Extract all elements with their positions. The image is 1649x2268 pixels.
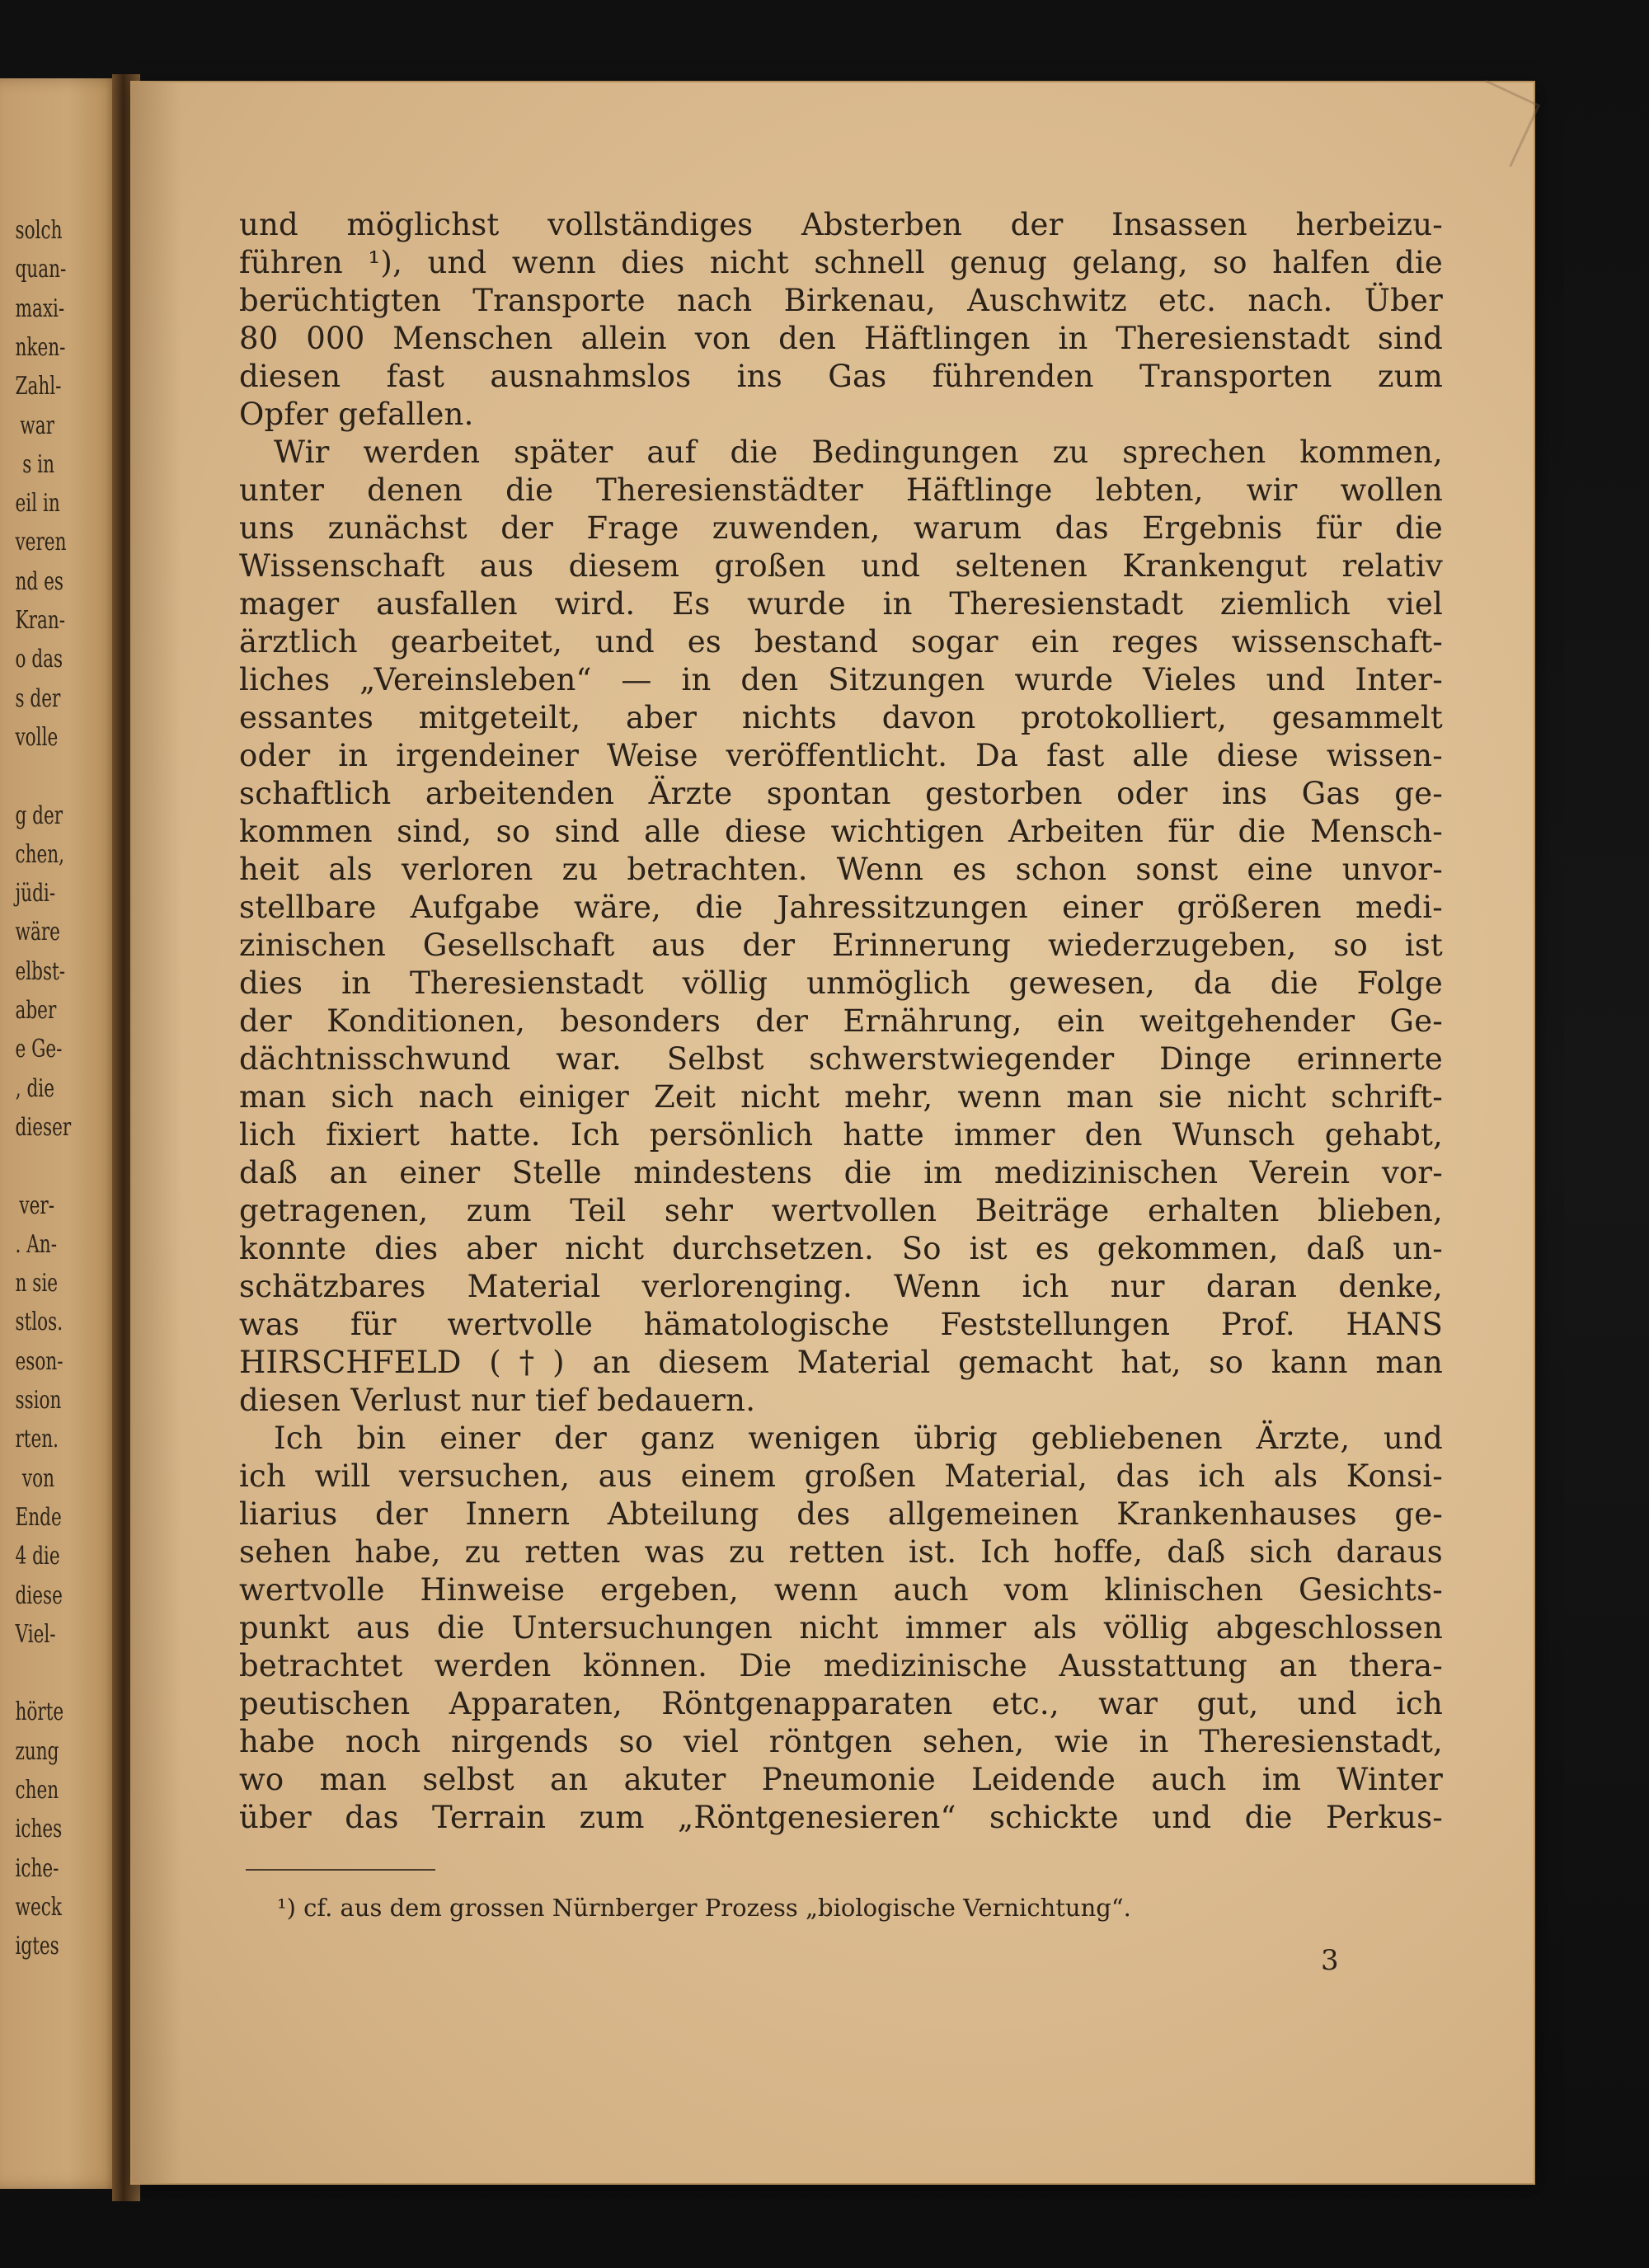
left-page-fragment: ver- xyxy=(19,1191,54,1220)
text-line: der Konditionen, besonders der Ernährung, ein weitgehender Ge- xyxy=(239,1003,1443,1039)
left-page-fragment: zung xyxy=(15,1737,59,1766)
text-line: daß an einer Stelle mindestens die im medizinischen Verein vor- xyxy=(239,1155,1443,1190)
text-line: konnte dies aber nicht durchsetzen. So ist es gekommen, daß un- xyxy=(239,1231,1443,1266)
left-page-fragment: nken- xyxy=(15,333,66,362)
left-page-fragment: Ende xyxy=(15,1503,62,1532)
left-page-fragment: elbst- xyxy=(15,957,66,986)
text-line: Wissenschaft aus diesem großen und seltenen Krankengut relativ xyxy=(239,548,1443,584)
text-line: liches „Vereinsleben“ — in den Sitzungen wurde Vieles und Inter- xyxy=(239,662,1443,697)
text-line: wertvolle Hinweise ergeben, wenn auch vom klinischen Gesichts- xyxy=(239,1572,1443,1608)
text-line: Opfer gefallen. xyxy=(239,397,474,432)
left-page-fragment: iche- xyxy=(15,1854,59,1883)
left-page-fragment: diese xyxy=(15,1581,63,1610)
page-number: 3 xyxy=(1321,1944,1339,1977)
left-page-fragment: n sie xyxy=(15,1269,59,1298)
text-line: führen ¹), und wenn dies nicht schnell genug gelang, so halfen die xyxy=(239,245,1443,280)
left-page-fragment: Viel- xyxy=(15,1620,56,1649)
left-page-fragment: von xyxy=(21,1464,55,1493)
left-page-fragment: ssion xyxy=(15,1386,62,1415)
left-page-fragment: e Ge- xyxy=(15,1035,63,1064)
left-page-fragment: jüdi- xyxy=(15,879,56,908)
left-page-fragment: . An- xyxy=(15,1230,58,1259)
text-line: ich will versuchen, aus einem großen Material, das ich als Konsi- xyxy=(239,1458,1443,1494)
text-line: Wir werden später auf die Bedingungen zu sprechen kommen, xyxy=(274,434,1443,470)
left-page-fragment: solch xyxy=(15,216,63,245)
text-line: 80 000 Menschen allein von den Häftlingen in Theresienstadt sind xyxy=(239,321,1443,356)
text-line: dies in Theresienstadt völlig unmöglich gewesen, da die Folge xyxy=(239,965,1443,1001)
left-page-fragment: g der xyxy=(15,801,63,830)
left-page-fragment: aber xyxy=(15,996,57,1025)
corner-fold xyxy=(1457,79,1540,167)
left-page-fragment: volle xyxy=(15,723,59,752)
text-line: schaftlich arbeitenden Ärzte spontan gestorben oder ins Gas ge- xyxy=(239,776,1443,811)
body-text xyxy=(239,206,1443,1837)
left-page-fragment: quan- xyxy=(15,255,67,284)
left-page-fragment: Zahl- xyxy=(15,372,62,401)
text-line: diesen fast ausnahmslos ins Gas führenden Transporten zum xyxy=(239,359,1443,394)
text-line: wo man selbst an akuter Pneumonie Leidende auch im Winter xyxy=(239,1762,1443,1797)
text-line: heit als verloren zu betrachten. Wenn es schon sonst eine unvor- xyxy=(239,852,1443,887)
text-line: oder in irgendeiner Weise veröffentlicht. Da fast alle diese wissen- xyxy=(239,738,1443,773)
left-page-fragment: , die xyxy=(15,1074,54,1103)
text-line: lich fixiert hatte. Ich persönlich hatte immer den Wunsch gehabt, xyxy=(239,1117,1443,1153)
left-page-fragment: rten. xyxy=(15,1425,59,1453)
left-page-fragment: war xyxy=(20,411,54,440)
text-line: sehen habe, zu retten was zu retten ist. Ich hoffe, daß sich daraus xyxy=(239,1534,1443,1570)
text-line: mager ausfallen wird. Es wurde in Theresienstadt ziemlich viel xyxy=(239,586,1443,622)
left-page-fragment: nd es xyxy=(15,567,63,596)
left-page-fragment: 4 die xyxy=(15,1542,60,1571)
left-page-fragment: veren xyxy=(15,528,67,556)
text-line: essantes mitgeteilt, aber nichts davon protokolliert, gesammelt xyxy=(239,700,1443,735)
text-line: habe noch nirgends so viel röntgen sehen, wie in Theresienstadt, xyxy=(239,1724,1443,1759)
left-page-text-fragments xyxy=(0,78,72,2189)
left-facing-page xyxy=(0,78,124,2189)
left-page-fragment: weck xyxy=(15,1893,62,1922)
footnote: ¹) cf. aus dem grossen Nürnberger Prozess „biologische Vernichtung“. xyxy=(277,1894,1131,1922)
left-page-fragment: o das xyxy=(15,645,63,674)
text-line: kommen sind, so sind alle diese wichtigen Arbeiten für die Mensch- xyxy=(239,814,1443,849)
text-line: stellbare Aufgabe wäre, die Jahressitzungen einer größeren medi- xyxy=(239,890,1443,925)
left-page-fragment: chen xyxy=(15,1776,59,1805)
left-page-fragment: wäre xyxy=(15,918,60,946)
left-page-fragment: eson- xyxy=(15,1347,63,1376)
text-line: uns zunächst der Frage zuwenden, warum das Ergebnis für die xyxy=(239,510,1443,546)
text-line: peutischen Apparaten, Röntgenapparaten etc., war gut, und ich xyxy=(239,1686,1443,1721)
text-line: HIRSCHFELD (†) an diesem Material gemacht hat, so kann man xyxy=(239,1345,1443,1380)
text-line: dächtnisschwund war. Selbst schwerstwiegender Dinge erinnerte xyxy=(239,1041,1443,1077)
left-page-fragment: stlos. xyxy=(15,1308,63,1336)
left-page-fragment: chen, xyxy=(15,840,65,869)
text-line: und möglichst vollständiges Absterben der Insassen herbeizu- xyxy=(239,207,1443,242)
text-line: berüchtigten Transporte nach Birkenau, Auschwitz etc. nach. Über xyxy=(239,283,1443,318)
text-line: schätzbares Material verlorenging. Wenn ich nur daran denke, xyxy=(239,1269,1443,1304)
text-line: liarius der Innern Abteilung des allgemeinen Krankenhauses ge- xyxy=(239,1496,1443,1532)
text-line: zinischen Gesellschaft aus der Erinnerung wiederzugeben, so ist xyxy=(239,927,1443,963)
text-line: was für wertvolle hämatologische Feststellungen Prof. HANS xyxy=(239,1307,1443,1342)
text-line: unter denen die Theresienstädter Häftlinge lebten, wir wollen xyxy=(239,472,1443,508)
text-line: getragenen, zum Teil sehr wertvollen Beiträge erhalten blieben, xyxy=(239,1193,1443,1228)
text-line: über das Terrain zum „Röntgenesieren“ schickte und die Perkus- xyxy=(239,1800,1443,1835)
text-line: diesen Verlust nur tief bedauern. xyxy=(239,1383,756,1418)
left-page-fragment: iches xyxy=(15,1815,63,1843)
left-page-fragment: dieser xyxy=(15,1113,72,1142)
left-page-fragment: hörte xyxy=(15,1697,64,1726)
left-page-fragment: maxi- xyxy=(15,294,65,323)
left-page-fragment: eil in xyxy=(15,489,60,518)
page xyxy=(132,82,1534,2183)
left-page-fragment: s der xyxy=(15,684,61,713)
text-line: betrachtet werden können. Die medizinische Ausstattung an thera- xyxy=(239,1648,1443,1683)
left-page-fragment: igtes xyxy=(15,1932,59,1960)
text-line: punkt aus die Untersuchungen nicht immer als völlig abgeschlossen xyxy=(239,1610,1443,1646)
footnote-rule xyxy=(246,1869,435,1871)
text-line: Ich bin einer der ganz wenigen übrig gebliebenen Ärzte, und xyxy=(274,1420,1443,1456)
left-page-fragment: s in xyxy=(22,450,54,479)
text-line: ärztlich gearbeitet, und es bestand sogar ein reges wissenschaft- xyxy=(239,624,1443,660)
text-line: man sich nach einiger Zeit nicht mehr, wenn man sie nicht schrift- xyxy=(239,1079,1443,1115)
left-page-fragment: Kran- xyxy=(15,606,66,635)
